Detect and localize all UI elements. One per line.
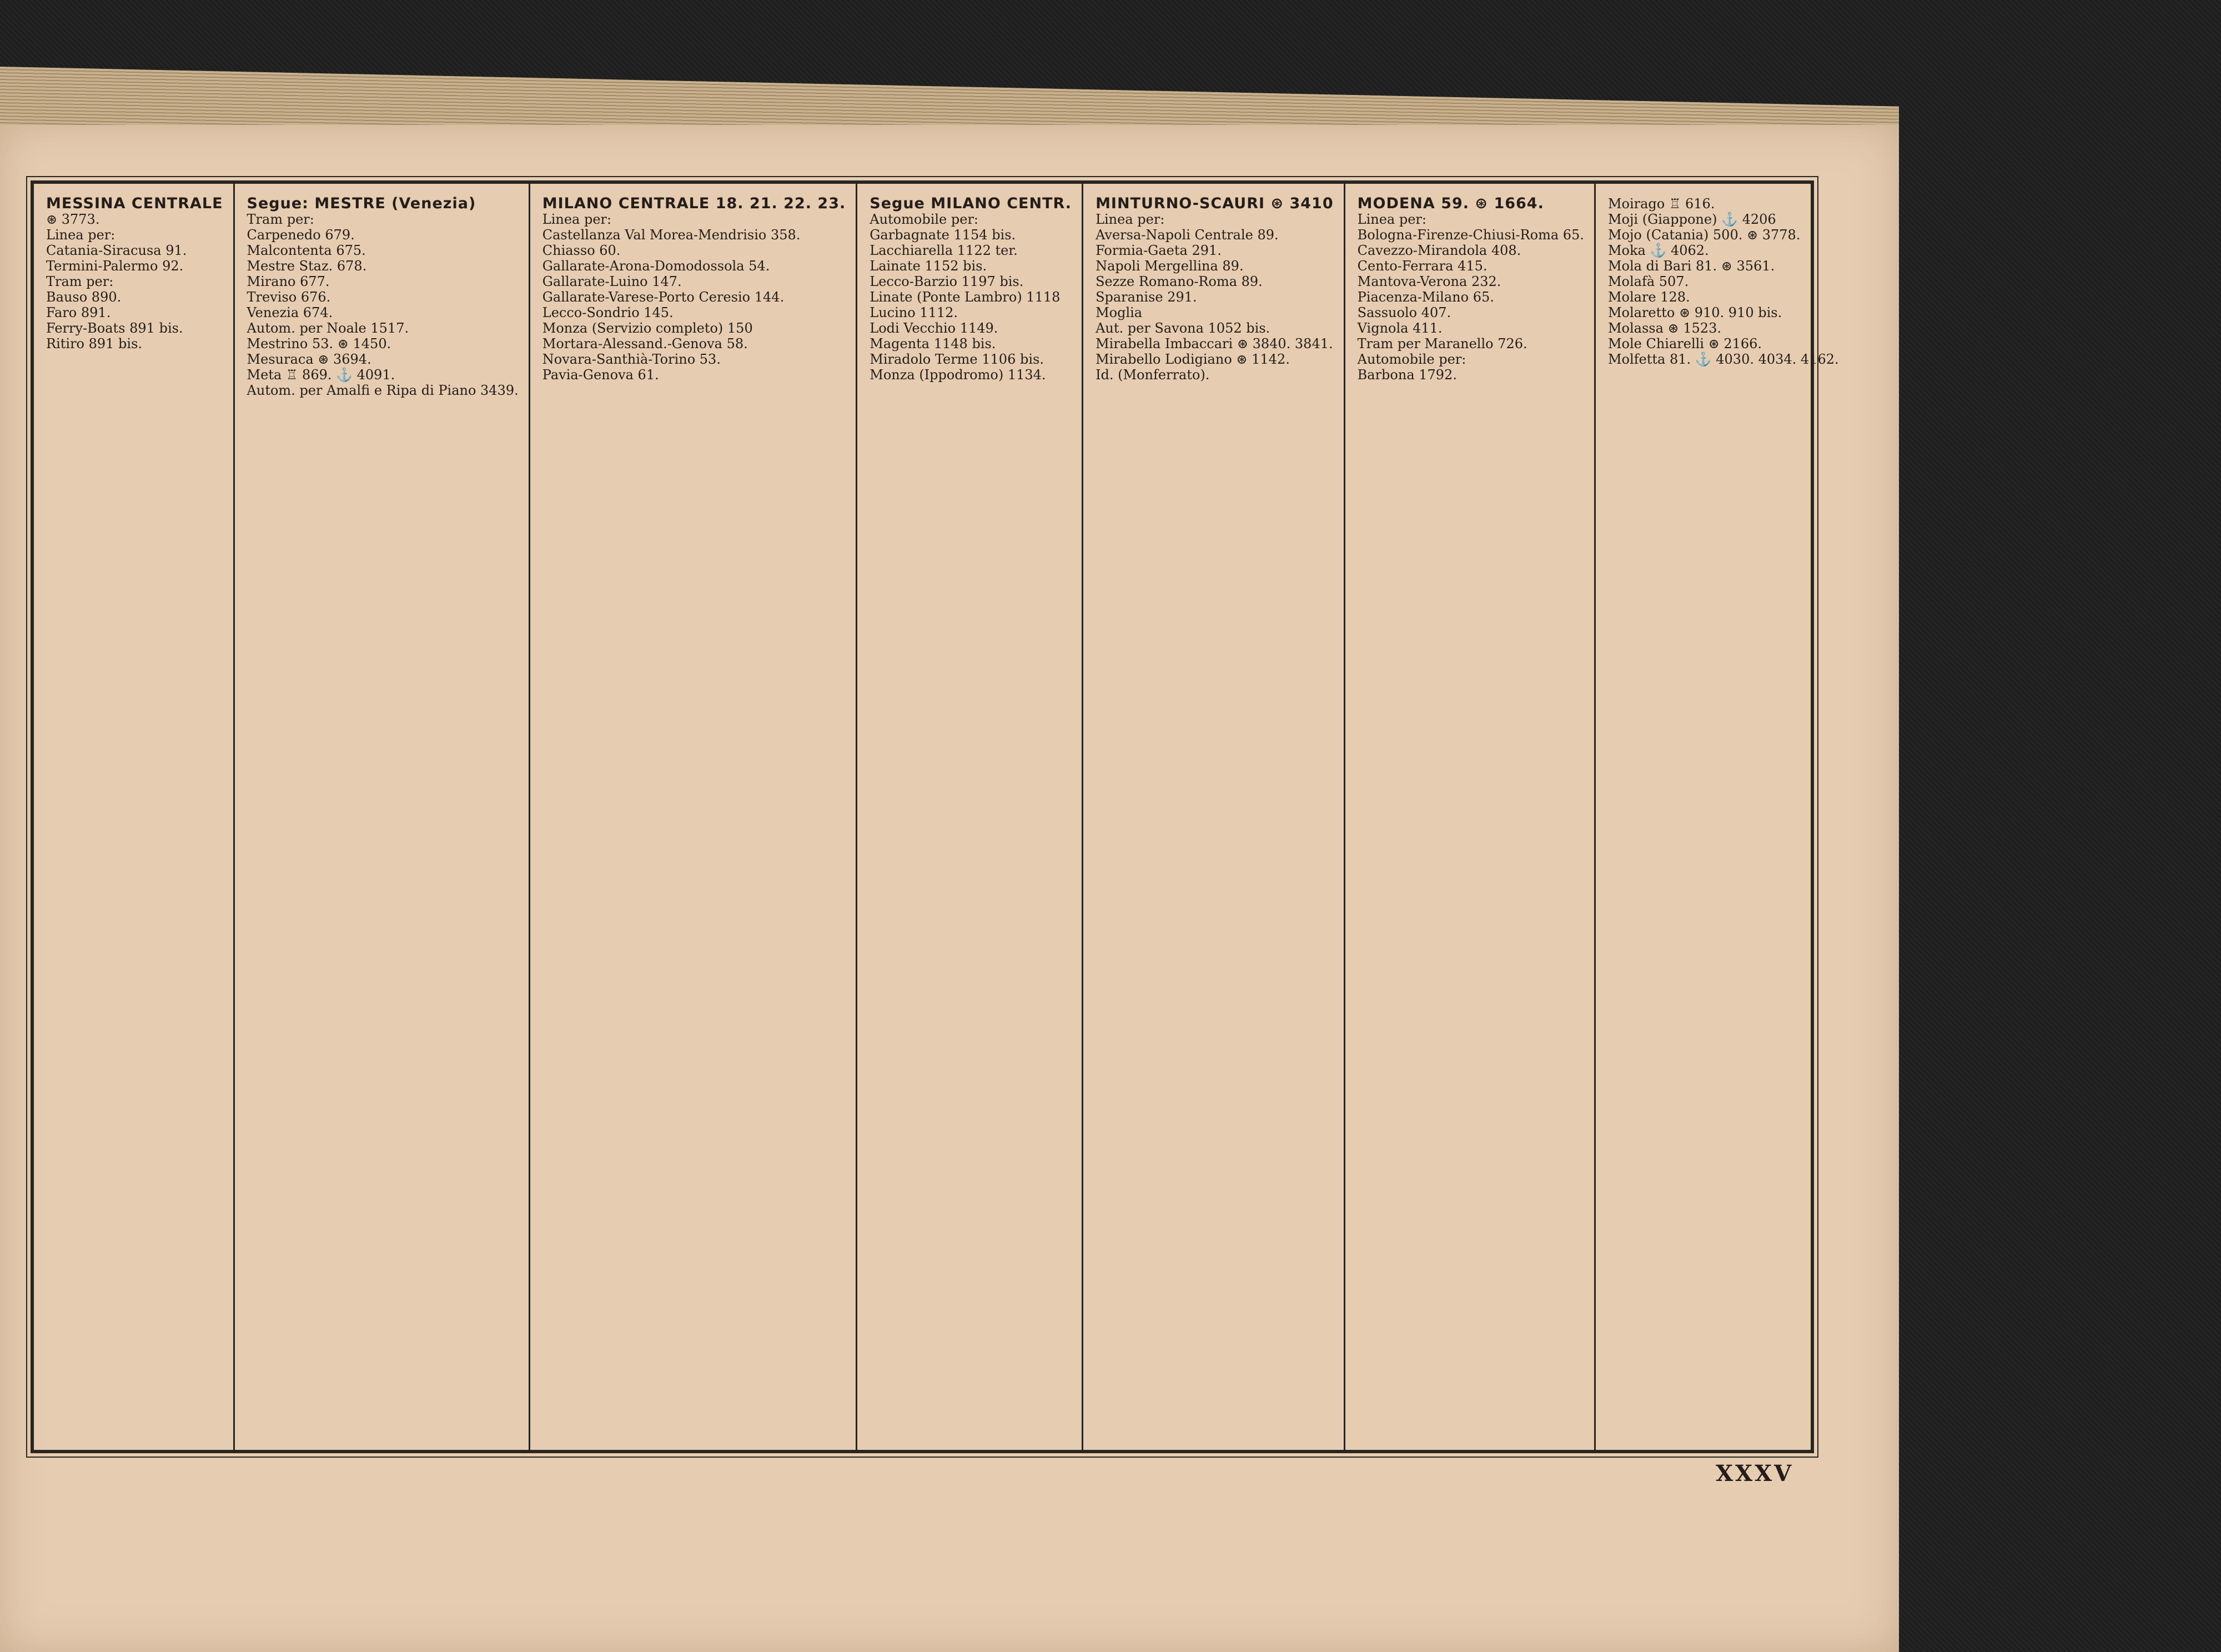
entry: Lacchiarella 1122 ter. (870, 243, 1018, 258)
entry: Linea per: (1096, 212, 1165, 227)
entry: Castellanza Val Morea-Mendrisio 358. (542, 227, 801, 243)
entry: Automobile per: (1357, 352, 1466, 367)
entry: Monza (Servizio completo) 150 (542, 320, 753, 336)
entry: Lainate 1152 bis. (870, 258, 987, 274)
page-number: XXXV (1716, 1460, 1794, 1487)
entry: Mole Chiarelli ⊛ 2166. (1607, 336, 1762, 352)
entry: Molfetta 81. ⚓ 4030. 4034. 4162. (1607, 352, 1839, 367)
entry: Moka ⚓ 4062. (1607, 243, 1709, 258)
entry: Mantova-Verona 232. (1357, 274, 1501, 289)
entry: Treviso 676. (247, 289, 331, 305)
entry: Tram per: (247, 212, 314, 227)
column-2 (235, 184, 530, 1450)
entry: Linea per: (542, 212, 612, 227)
entry: Termini-Palermo 92. (46, 258, 184, 274)
entry: Cento-Ferrara 415. (1357, 258, 1488, 274)
entry: Gallarate-Luino 147. (542, 274, 682, 289)
entry: Vignola 411. (1357, 320, 1443, 336)
entry: ⊛ 3773. (46, 212, 100, 227)
entry: Sassuolo 407. (1357, 305, 1451, 320)
entry: Mestrino 53. ⊛ 1450. (247, 336, 391, 352)
entry: Piacenza-Milano 65. (1357, 289, 1494, 305)
column-4 (857, 184, 1083, 1450)
entry: Mola di Bari 81. ⊛ 3561. (1607, 258, 1775, 274)
entry: Gallarate-Varese-Porto Ceresio 144. (542, 289, 785, 305)
entry: Linate (Ponte Lambro) 1118 (870, 289, 1061, 305)
entry: Carpenedo 679. (247, 227, 355, 243)
entry: Tram per: (46, 274, 114, 289)
entry: Cavezzo-Mirandola 408. (1357, 243, 1521, 258)
entry: Linea per: (1357, 212, 1426, 227)
entry: Moji (Giappone) ⚓ 4206 (1607, 212, 1776, 227)
entry: Autom. per Noale 1517. (247, 320, 409, 336)
entry: Formia-Gaeta 291. (1096, 243, 1222, 258)
entry: Faro 891. (46, 305, 111, 320)
column-7 (1596, 184, 1849, 1450)
column-3 (530, 184, 858, 1450)
entry: Molare 128. (1607, 289, 1690, 305)
index-columns (34, 184, 1839, 1450)
entry: Mortara-Alessand.-Genova 58. (542, 336, 748, 352)
entry: Automobile per: (870, 212, 979, 227)
entry: Pavia-Genova 61. (542, 367, 659, 383)
entry: Lucino 1112. (870, 305, 958, 320)
column-heading: Segue MILANO CENTR. (870, 195, 1072, 212)
entry: Bologna-Firenze-Chiusi-Roma 65. (1357, 227, 1584, 243)
entry: Moglia (1096, 305, 1143, 320)
entry: Garbagnate 1154 bis. (870, 227, 1016, 243)
entry: Venezia 674. (247, 305, 333, 320)
entry: Molafà 507. (1607, 274, 1689, 289)
entry: Lodi Vecchio 1149. (870, 320, 998, 336)
entry: Mesuraca ⊛ 3694. (247, 352, 371, 367)
entry: Tram per Maranello 726. (1357, 336, 1527, 352)
entry: Lecco-Sondrio 145. (542, 305, 674, 320)
entry: Aut. per Savona 1052 bis. (1096, 320, 1270, 336)
entry: Mestre Staz. 678. (247, 258, 367, 274)
column-heading: Segue: MESTRE (Venezia) (247, 195, 476, 212)
entry: Sezze Romano-Roma 89. (1096, 274, 1263, 289)
entry: Mirabella Imbaccari ⊛ 3840. 3841. (1096, 336, 1333, 352)
entry: Meta ♖ 869. ⚓ 4091. (247, 367, 395, 383)
column-6 (1345, 184, 1596, 1450)
entry: Barbona 1792. (1357, 367, 1457, 383)
entry: Molaretto ⊛ 910. 910 bis. (1607, 305, 1782, 320)
entry: Monza (Ippodromo) 1134. (870, 367, 1046, 383)
entry: Autom. per Amalfi e Ripa di Piano 3439. (247, 383, 519, 398)
entry: Linea per: (46, 227, 115, 243)
entry: Catania-Siracusa 91. (46, 243, 187, 258)
entry: Gallarate-Arona-Domodossola 54. (542, 258, 770, 274)
entry: Mirabello Lodigiano ⊛ 1142. (1096, 352, 1290, 367)
column-heading: MESSINA CENTRALE (46, 195, 223, 212)
entry: Ritiro 891 bis. (46, 336, 143, 352)
entry: Napoli Mergellina 89. (1096, 258, 1244, 274)
index-table (31, 180, 1839, 1453)
entry: Chiasso 60. (542, 243, 621, 258)
entry: Id. (Monferrato). (1096, 367, 1210, 383)
entry: Novara-Santhià-Torino 53. (542, 352, 721, 367)
entry: Molassa ⊛ 1523. (1607, 320, 1721, 336)
column-heading: MILANO CENTRALE 18. 21. 22. 23. (542, 195, 846, 212)
entry: Sparanise 291. (1096, 289, 1197, 305)
entry: Miradolo Terme 1106 bis. (870, 352, 1044, 367)
entry: Lecco-Barzio 1197 bis. (870, 274, 1024, 289)
entry: Malcontenta 675. (247, 243, 366, 258)
entry: Ferry-Boats 891 bis. (46, 320, 183, 336)
column-heading: MINTURNO-SCAURI ⊛ 3410 (1096, 195, 1334, 212)
entry: Mojo (Catania) 500. ⊛ 3778. (1607, 227, 1801, 243)
column-1 (34, 184, 235, 1450)
entry: Magenta 1148 bis. (870, 336, 996, 352)
entry: Bauso 890. (46, 289, 122, 305)
column-5 (1083, 184, 1345, 1450)
entry: Moirago ♖ 616. (1607, 196, 1715, 212)
column-heading: MODENA 59. ⊛ 1664. (1357, 195, 1544, 212)
entry: Mirano 677. (247, 274, 330, 289)
entry: Aversa-Napoli Centrale 89. (1096, 227, 1279, 243)
